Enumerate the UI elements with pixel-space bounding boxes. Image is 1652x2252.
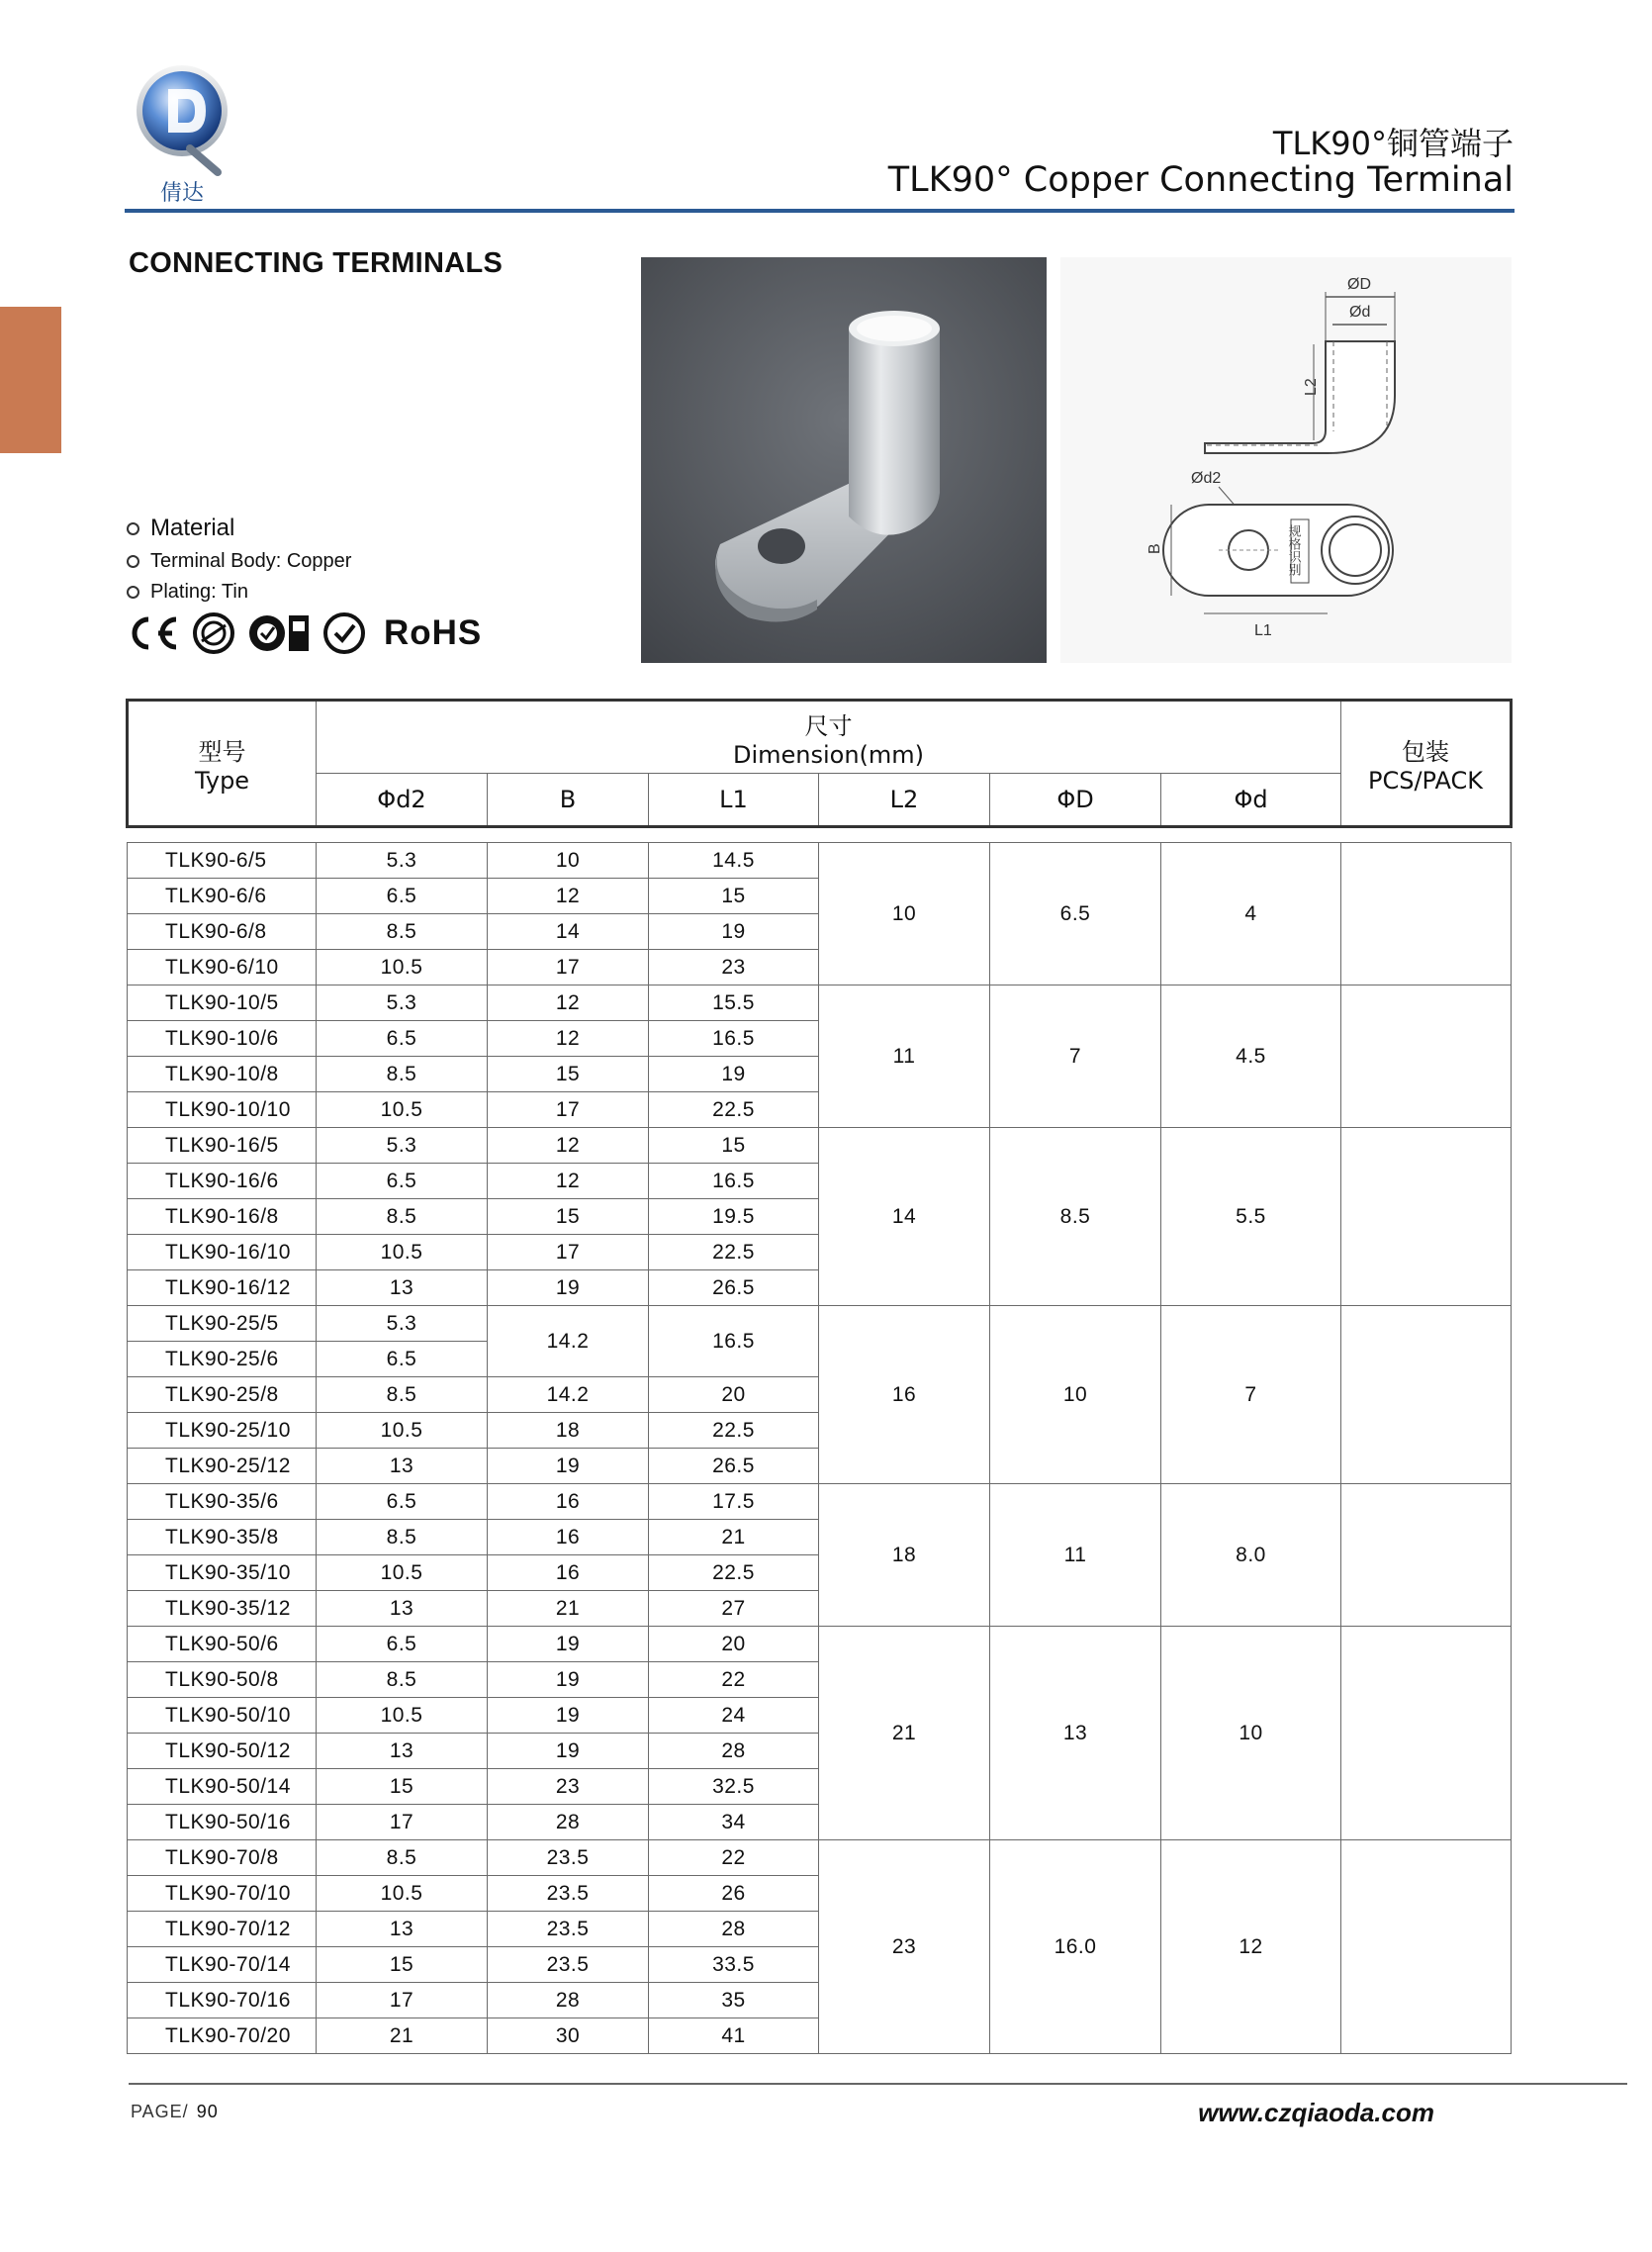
type-cell: TLK90-25/5 [128,1306,317,1342]
l1-cell: 15 [649,879,819,914]
type-cell: TLK90-6/8 [128,914,317,950]
outer-d-cell: 11 [990,1484,1161,1627]
l1-cell: 26 [649,1876,819,1912]
l1-cell: 14.5 [649,843,819,879]
l1-cell: 20 [649,1627,819,1662]
type-cell: TLK90-70/16 [128,1983,317,2018]
b-cell: 28 [488,1805,649,1840]
l2-cell: 10 [819,843,990,985]
l1-cell: 15 [649,1128,819,1164]
l1-cell: 21 [649,1520,819,1555]
material-heading-row [127,515,351,542]
d2-cell: 10.5 [317,1413,488,1449]
l2-cell: 16 [819,1306,990,1484]
type-cell: TLK90-16/6 [128,1164,317,1199]
l1-cell: 24 [649,1698,819,1734]
type-cell: TLK90-70/20 [128,2018,317,2054]
d2-cell: 8.5 [317,1840,488,1876]
table-row [128,985,1512,1021]
d2-cell: 10.5 [317,1555,488,1591]
col-header-l2: L2 [819,774,990,827]
b-cell: 16 [488,1520,649,1555]
header-rule [125,209,1514,213]
b-cell: 14.2 [488,1306,649,1377]
l1-cell: 16.5 [649,1306,819,1377]
b-cell: 23.5 [488,1912,649,1947]
material-item-label: Plating: Tin [150,581,248,603]
website-url[interactable]: www.czqiaoda.com [1198,2098,1434,2127]
logo-text: 倩达 [160,181,205,206]
d2-cell: 17 [317,1805,488,1840]
type-header [128,701,317,827]
bullet-icon [127,555,139,568]
material-list [127,515,351,611]
b-cell: 12 [488,879,649,914]
b-cell: 17 [488,1092,649,1128]
pack-header [1341,701,1512,827]
l1-cell: 33.5 [649,1947,819,1983]
l1-cell: 28 [649,1912,819,1947]
type-cell: TLK90-50/16 [128,1805,317,1840]
type-cell: TLK90-10/5 [128,985,317,1021]
type-cell: TLK90-6/5 [128,843,317,879]
type-cell: TLK90-70/8 [128,1840,317,1876]
type-cell: TLK90-35/8 [128,1520,317,1555]
col-header-D: ΦD [990,774,1161,827]
b-cell: 19 [488,1449,649,1484]
type-cell: TLK90-16/8 [128,1199,317,1235]
bullet-icon [127,586,139,599]
b-cell: 23.5 [488,1876,649,1912]
dimension-header [317,701,1341,774]
b-cell: 23.5 [488,1840,649,1876]
d2-cell: 8.5 [317,1520,488,1555]
type-cell: TLK90-6/10 [128,950,317,985]
l1-cell: 34 [649,1805,819,1840]
col-header-l1: L1 [649,774,819,827]
material-item [127,581,351,604]
col-header-d: Φd [1161,774,1341,827]
d2-cell: 8.5 [317,1057,488,1092]
bullet-icon [127,522,139,535]
l1-cell: 16.5 [649,1164,819,1199]
d2-cell: 6.5 [317,1484,488,1520]
l1-cell: 22 [649,1840,819,1876]
sgs-mark-icon [322,611,366,655]
type-cell: TLK90-50/10 [128,1698,317,1734]
l2-cell: 21 [819,1627,990,1840]
type-cell: TLK90-10/8 [128,1057,317,1092]
b-cell: 16 [488,1555,649,1591]
material-item [127,550,351,573]
pack-header-cn: 包装 [1402,738,1449,766]
l1-cell: 22.5 [649,1235,819,1270]
type-cell: TLK90-70/12 [128,1912,317,1947]
specification-table [126,699,1513,2054]
type-cell: TLK90-25/12 [128,1449,317,1484]
side-color-tab [0,307,61,453]
l2-cell: 11 [819,985,990,1128]
d2-cell: 8.5 [317,1377,488,1413]
table-row [128,1484,1512,1520]
page-label: PAGE/ [131,2102,189,2121]
col-header-d2: Φd2 [317,774,488,827]
pack-cell [1341,843,1512,985]
type-cell: TLK90-10/6 [128,1021,317,1057]
type-cell: TLK90-70/10 [128,1876,317,1912]
col-header-b: B [488,774,649,827]
drawing-label-L1: L1 [1254,622,1272,639]
d2-cell: 10.5 [317,1698,488,1734]
type-cell: TLK90-16/12 [128,1270,317,1306]
type-cell: TLK90-70/14 [128,1947,317,1983]
b-cell: 14.2 [488,1377,649,1413]
rohs-mark: RoHS [384,613,483,652]
page-title-cn: TLK90°铜管端子 [1272,125,1514,162]
type-cell: TLK90-10/10 [128,1092,317,1128]
page-number [131,2102,219,2122]
b-cell: 19 [488,1734,649,1769]
b-cell: 28 [488,1983,649,2018]
dimension-drawing [1060,257,1512,663]
type-cell: TLK90-25/8 [128,1377,317,1413]
d2-cell: 5.3 [317,843,488,879]
product-photo [641,257,1047,663]
b-cell: 15 [488,1057,649,1092]
d2-cell: 10.5 [317,950,488,985]
b-cell: 12 [488,1164,649,1199]
pack-cell [1341,1128,1512,1306]
type-cell: TLK90-35/10 [128,1555,317,1591]
type-cell: TLK90-50/6 [128,1627,317,1662]
d2-cell: 6.5 [317,1342,488,1377]
d2-cell: 10.5 [317,1092,488,1128]
d2-cell: 5.3 [317,1306,488,1342]
d2-cell: 15 [317,1769,488,1805]
type-cell: TLK90-25/6 [128,1342,317,1377]
dimension-header-en: Dimension(mm) [732,740,925,769]
type-cell: TLK90-35/12 [128,1591,317,1627]
d2-cell: 6.5 [317,879,488,914]
l2-cell: 14 [819,1128,990,1306]
d2-cell: 13 [317,1270,488,1306]
table-row [128,1840,1512,1876]
d2-cell: 13 [317,1591,488,1627]
pack-cell [1341,1306,1512,1484]
b-cell: 19 [488,1270,649,1306]
b-cell: 17 [488,1235,649,1270]
type-cell: TLK90-25/10 [128,1413,317,1449]
certification-logos [125,611,482,655]
outer-d-cell: 16.0 [990,1840,1161,2054]
drawing-label-L2: L2 [1303,378,1320,396]
outer-d-cell: 7 [990,985,1161,1128]
inner-d-cell: 10 [1161,1627,1341,1840]
l1-cell: 22.5 [649,1413,819,1449]
b-cell: 19 [488,1662,649,1698]
pack-cell [1341,1627,1512,1840]
b-cell: 10 [488,843,649,879]
d2-cell: 13 [317,1449,488,1484]
b-cell: 17 [488,950,649,985]
l2-cell: 18 [819,1484,990,1627]
type-cell: TLK90-50/8 [128,1662,317,1698]
l1-cell: 26.5 [649,1270,819,1306]
l1-cell: 20 [649,1377,819,1413]
l1-cell: 28 [649,1734,819,1769]
b-cell: 18 [488,1413,649,1449]
d2-cell: 15 [317,1947,488,1983]
b-cell: 12 [488,1021,649,1057]
l1-cell: 26.5 [649,1449,819,1484]
b-cell: 19 [488,1698,649,1734]
dimension-header-cn: 尺寸 [804,711,853,740]
l1-cell: 32.5 [649,1769,819,1805]
type-cell: TLK90-16/5 [128,1128,317,1164]
footer-rule [129,2083,1627,2085]
type-header-en: Type [194,767,250,795]
l1-cell: 19.5 [649,1199,819,1235]
d2-cell: 13 [317,1912,488,1947]
l1-cell: 17.5 [649,1484,819,1520]
l1-cell: 23 [649,950,819,985]
b-cell: 12 [488,985,649,1021]
table-row [128,843,1512,879]
inner-d-cell: 12 [1161,1840,1341,2054]
l1-cell: 19 [649,1057,819,1092]
b-cell: 15 [488,1199,649,1235]
inner-d-cell: 7 [1161,1306,1341,1484]
page-number-value: 90 [196,2102,219,2121]
l1-cell: 22 [649,1662,819,1698]
b-cell: 30 [488,2018,649,2054]
ce-mark-icon [125,613,180,653]
pack-cell [1341,1484,1512,1627]
outer-d-cell: 6.5 [990,843,1161,985]
outer-d-cell: 10 [990,1306,1161,1484]
d2-cell: 10.5 [317,1876,488,1912]
drawing-label-marking: 规格识别 [1286,524,1302,576]
d2-cell: 8.5 [317,1662,488,1698]
type-header-cn: 型号 [198,738,246,766]
d2-cell: 17 [317,1983,488,2018]
pack-header-en: PCS/PACK [1368,767,1483,795]
l1-cell: 16.5 [649,1021,819,1057]
d2-cell: 8.5 [317,914,488,950]
d2-cell: 6.5 [317,1164,488,1199]
type-cell: TLK90-35/6 [128,1484,317,1520]
table-row [128,1128,1512,1164]
l1-cell: 15.5 [649,985,819,1021]
inner-d-cell: 4.5 [1161,985,1341,1128]
d2-cell: 13 [317,1734,488,1769]
pack-cell [1341,985,1512,1128]
type-cell: TLK90-16/10 [128,1235,317,1270]
l1-cell: 22.5 [649,1092,819,1128]
page-title-en: TLK90° Copper Connecting Terminal [887,160,1514,200]
type-cell: TLK90-6/6 [128,879,317,914]
b-cell: 23 [488,1769,649,1805]
d2-cell: 5.3 [317,985,488,1021]
d2-cell: 8.5 [317,1199,488,1235]
drawing-label-d: Ød [1349,304,1371,321]
l1-cell: 22.5 [649,1555,819,1591]
inner-d-cell: 8.0 [1161,1484,1341,1627]
b-cell: 12 [488,1128,649,1164]
section-title: CONNECTING TERMINALS [129,247,504,279]
pack-cell [1341,1840,1512,2054]
type-cell: TLK90-50/14 [128,1769,317,1805]
b-cell: 14 [488,914,649,950]
drawing-label-D: ØD [1347,276,1371,293]
d2-cell: 21 [317,2018,488,2054]
table-row [128,1306,1512,1342]
l1-cell: 35 [649,1983,819,2018]
type-cell: TLK90-50/12 [128,1734,317,1769]
inner-d-cell: 4 [1161,843,1341,985]
l1-cell: 27 [649,1591,819,1627]
d2-cell: 10.5 [317,1235,488,1270]
d2-cell: 6.5 [317,1627,488,1662]
iso-mark-icon [247,611,311,655]
drawing-label-B: B [1147,543,1163,554]
b-cell: 19 [488,1627,649,1662]
d2-cell: 6.5 [317,1021,488,1057]
l1-cell: 41 [649,2018,819,2054]
material-item-label: Terminal Body: Copper [150,550,352,572]
drawing-label-d2: Ød2 [1191,470,1222,487]
b-cell: 23.5 [488,1947,649,1983]
table-row [128,1627,1512,1662]
d2-cell: 5.3 [317,1128,488,1164]
l1-cell: 19 [649,914,819,950]
outer-d-cell: 8.5 [990,1128,1161,1306]
material-heading: Material [150,515,235,541]
ccc-mark-icon [192,611,235,655]
b-cell: 21 [488,1591,649,1627]
inner-d-cell: 5.5 [1161,1128,1341,1306]
l2-cell: 23 [819,1840,990,2054]
outer-d-cell: 13 [990,1627,1161,1840]
b-cell: 16 [488,1484,649,1520]
